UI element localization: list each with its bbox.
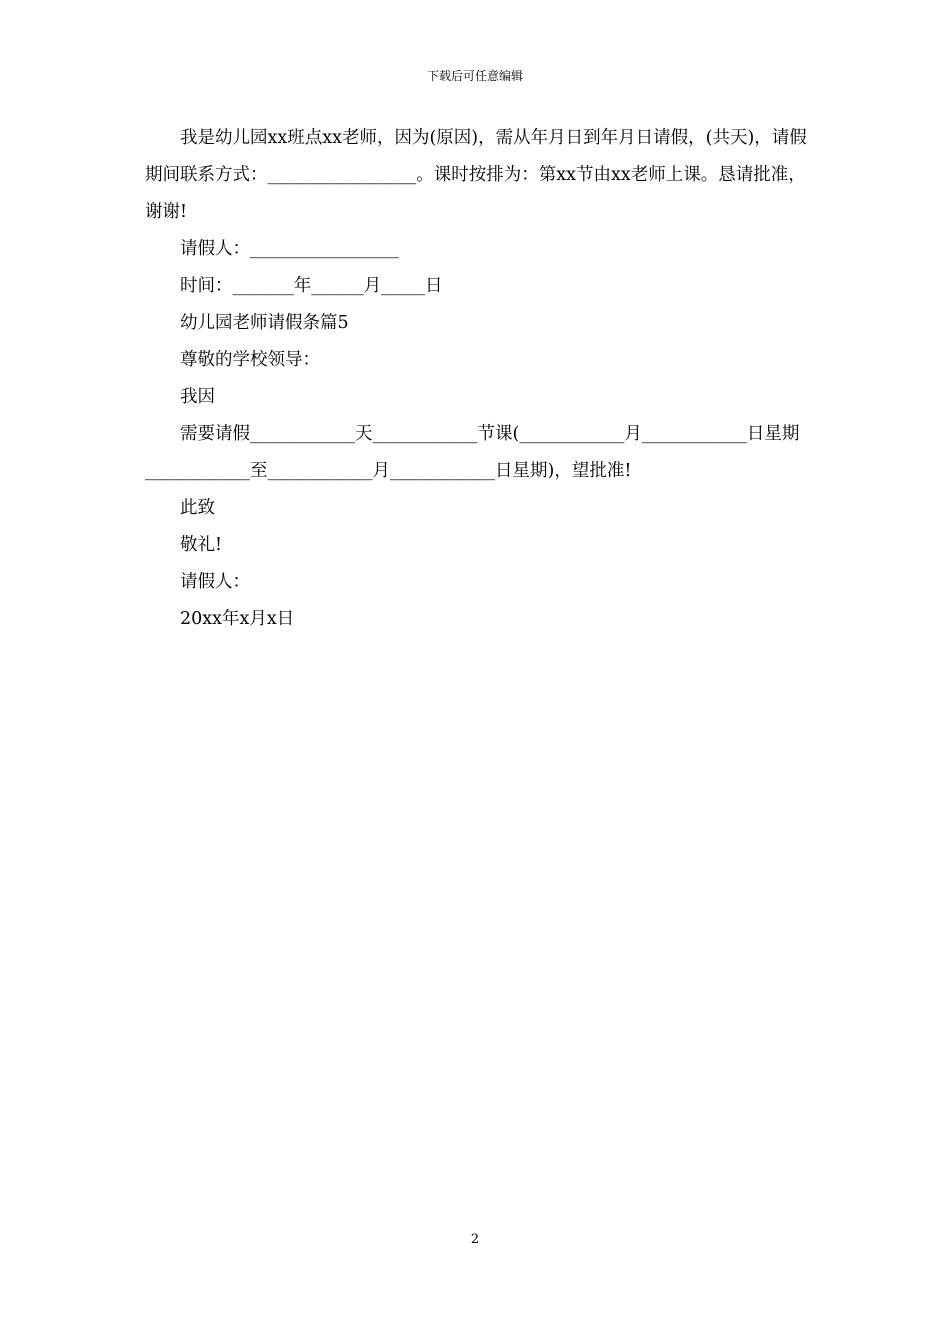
leave-duration-paragraph: 需要请假____________天____________节课(____________月____________日星期____________至____________月____________日星期)，望批准!	[145, 424, 800, 481]
closing-line: 此致	[180, 498, 215, 518]
signature-date: 20xx年x月x日	[180, 609, 295, 629]
leave-request-paragraph: 我是幼儿园xx班点xx老师，因为(原因)，需从年月日到年月日请假，(共天)，请假期间联系方式：_________________。课时按排为：第xx节由xx老师上课。恳请批准，谢谢!	[145, 128, 807, 222]
salutation: 尊敬的学校领导：	[180, 350, 320, 370]
page-header: 下载后可任意编辑	[426, 69, 523, 83]
applicant-line: 请假人：_________________	[180, 239, 399, 259]
section-heading: 幼儿园老师请假条篇5	[180, 313, 349, 333]
signature-line: 请假人：	[180, 572, 250, 592]
reason-line: 我因	[180, 387, 215, 407]
page-number: 2	[470, 1232, 480, 1247]
document-body	[145, 120, 807, 638]
regards-line: 敬礼!	[180, 535, 223, 555]
date-line: 时间：_______年______月_____日	[180, 276, 443, 296]
